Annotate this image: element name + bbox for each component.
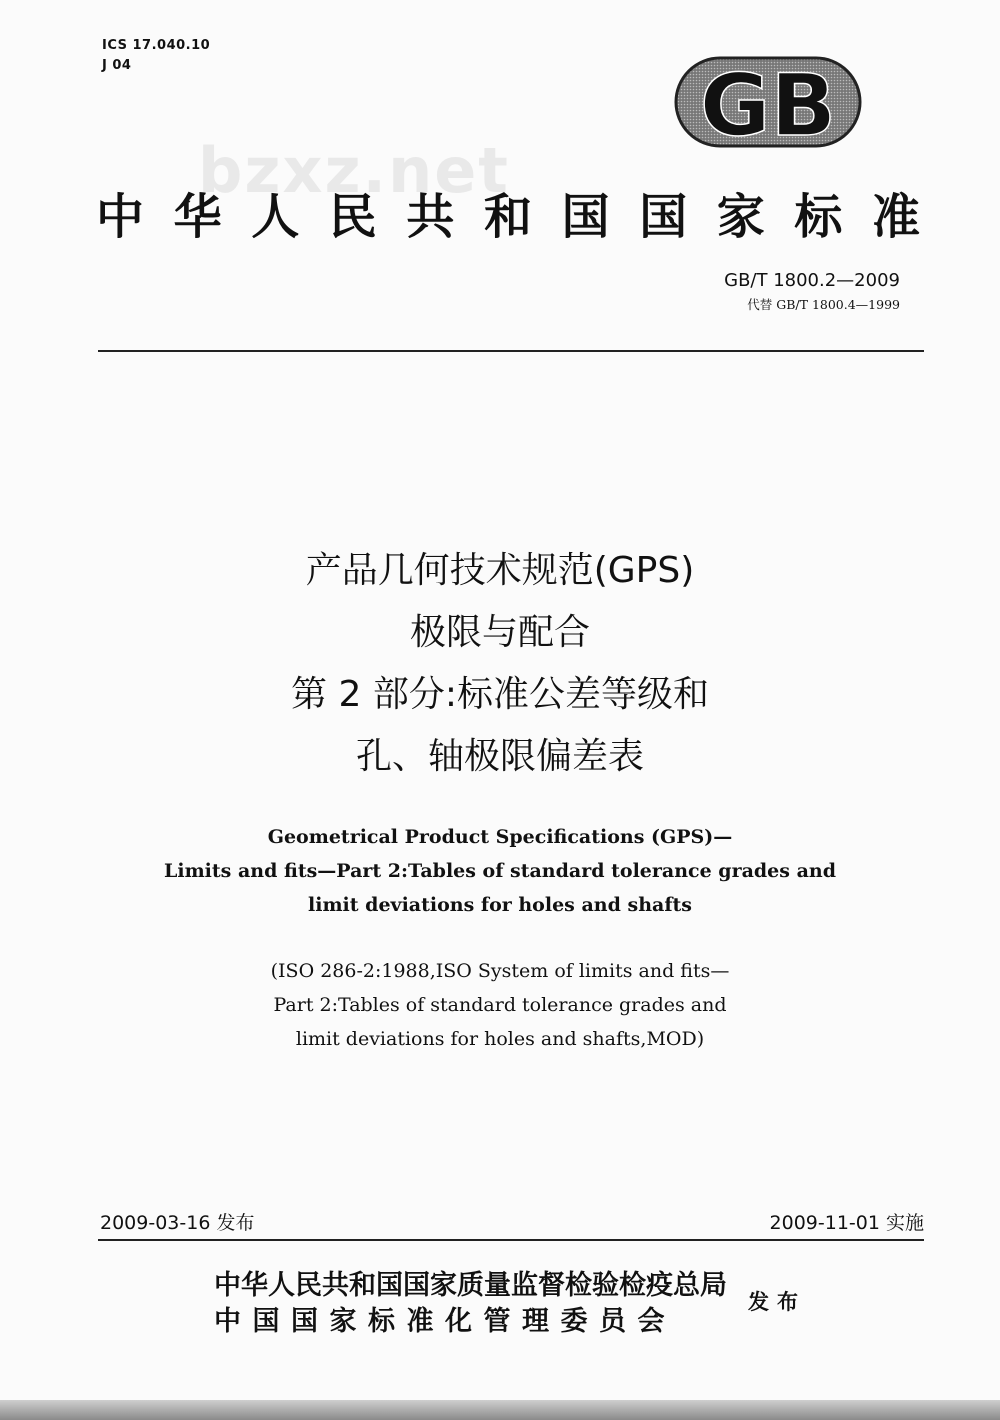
replaces-standard: 代替 GB/T 1800.4—1999 [747,297,900,312]
english-title [0,820,1000,922]
chinese-title-line: 产品几何技术规范(GPS) [305,550,695,591]
national-standard-heading: 中华人民共和国国家标准 [96,189,926,245]
iso-reference-line: Part 2:Tables of standard tolerance grades and [273,994,727,1016]
issuer-aqsiq: 中华人民共和国国家质量监督检验检疫总局 [214,1270,727,1301]
iso-reference-line: limit deviations for holes and shafts,MOD) [295,1028,705,1050]
classification-codes [102,36,210,76]
issuing-authorities [214,1268,727,1340]
chinese-title-line: 第 2 部分:标准公差等级和 [291,674,709,715]
ccs-code: J 04 [102,58,132,73]
standard-number-block [724,270,900,313]
chinese-title-line: 孔、轴极限偏差表 [355,736,644,777]
issuer-sac: 中国国家标准化管理委员会 [214,1306,676,1337]
publish-label: 发布 [748,1290,806,1314]
standard-number: GB/T 1800.2—2009 [724,270,900,291]
english-title-line: limit deviations for holes and shafts [308,894,692,916]
gb-logo [668,52,868,152]
chinese-title-line: 极限与配合 [409,612,590,653]
iso-reference [0,954,1000,1056]
english-title-line: Geometrical Product Specifications (GPS)— [267,826,733,848]
gb-logo-text: GB [699,56,837,152]
header-divider [98,350,924,352]
chinese-title [0,540,1000,788]
implementation-date: 2009-11-01 实施 [769,1212,924,1234]
footer-divider [98,1239,924,1241]
english-title-line: Limits and fits—Part 2:Tables of standard tolerance grades and [164,860,836,882]
ics-code: ICS 17.040.10 [102,38,211,53]
scan-edge [0,1400,1000,1420]
iso-reference-line: (ISO 286-2:1988,ISO System of limits and fits— [270,960,730,982]
watermark: bzxz.net [198,134,510,207]
issue-date: 2009-03-16 发布 [100,1212,255,1234]
